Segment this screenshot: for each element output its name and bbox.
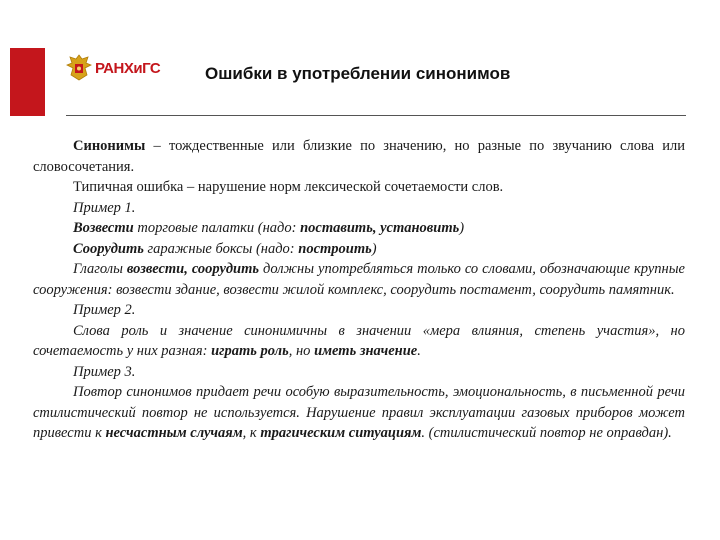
- verb-vozvesti: Возвести: [73, 220, 134, 236]
- eagle-emblem-icon: [66, 53, 92, 83]
- example-2-text-start: Слова роль и значение синонимичны в значении «мера влияния, степень участия», но сочетаемость у них разная:: [33, 322, 685, 359]
- example-1-note-rest: должны употребляться только со словами, обозначающие крупные сооружения: возвести здание, возвести жилой комплекс, соорудить постамент, соорудить памятник.: [33, 261, 685, 298]
- example-2-text: [33, 321, 685, 362]
- example-1-note-verbs: возвести, соорудить: [126, 261, 260, 277]
- phrase-igrat-rol: играть роль: [211, 343, 289, 359]
- verb-soorudit: Соорудить: [73, 240, 144, 257]
- red-accent-bar: [10, 48, 45, 116]
- example-1-line-2-end: ): [371, 240, 377, 257]
- slide-body: [33, 136, 685, 444]
- term-synonyms: Синонимы: [73, 138, 146, 154]
- phrase-tragicheskim-situatsiyam: трагическим ситуациям: [260, 425, 422, 441]
- phrase-imet-znachenie: иметь значение: [314, 343, 418, 359]
- typical-error: Типичная ошибка – нарушение норм лексической сочетаемости слов.: [73, 179, 504, 195]
- example-2-text-end: .: [417, 343, 421, 359]
- example-1-line-1-text: торговые палатки (надо:: [133, 220, 301, 236]
- correction-2: построить: [298, 240, 372, 257]
- example-1-note: [33, 259, 685, 300]
- example-1-line-1: [33, 218, 685, 239]
- example-1-line-2-text: гаражные боксы (надо:: [143, 240, 299, 257]
- definition-paragraph: [33, 136, 685, 177]
- example-3-text-end: . (стилистический повтор не оправдан).: [421, 425, 672, 441]
- ranepa-logo: [66, 50, 160, 86]
- example-3-label: Пример 3.: [73, 363, 136, 380]
- example-1-line-1-end: ): [459, 220, 465, 236]
- example-1-line-2: [33, 239, 685, 260]
- slide-title: Ошибки в употреблении синонимов: [205, 64, 511, 83]
- example-2-label: Пример 2.: [73, 302, 136, 318]
- correction-1: поставить, установить: [300, 220, 460, 236]
- definition-text: – тождественные или близкие по значению, но разные по звучанию слова или словосочетания.: [33, 138, 685, 175]
- title-divider: [66, 115, 686, 116]
- example-1-note-start: Глаголы: [73, 261, 127, 277]
- example-3-text-mid: , к: [242, 425, 261, 441]
- example-2-text-mid: , но: [288, 343, 315, 359]
- example-3-text-start: Повтор синонимов придает речи особую выразительность, эмоциональность, в письменной речи стилистический повтор не используется. Нарушение правил эксплуатации газовых приборов может привести к: [33, 384, 685, 441]
- example-3-text: [33, 382, 685, 444]
- logo-text: РАНХиГС: [95, 59, 161, 77]
- example-1-label: Пример 1.: [73, 199, 136, 216]
- phrase-neschastnym-sluchayam: несчастным случаям: [105, 425, 243, 441]
